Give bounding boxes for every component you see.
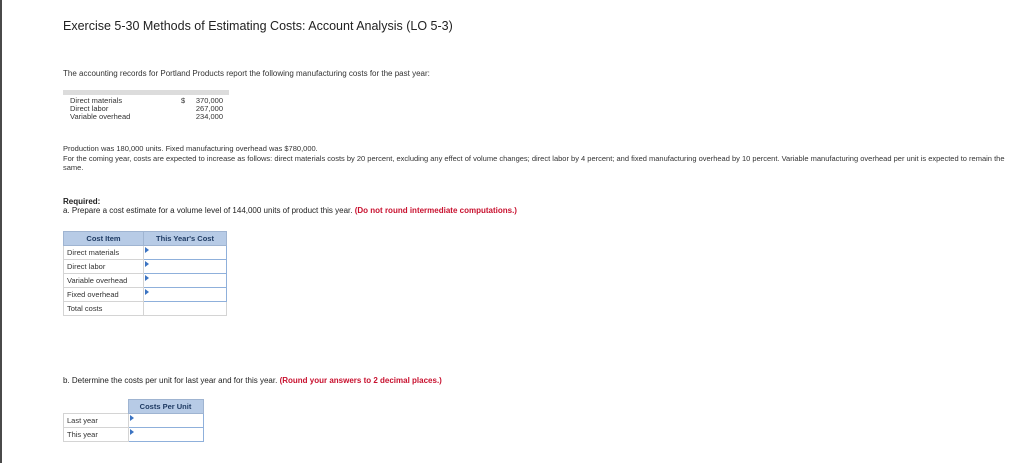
given-costs-table (63, 90, 229, 121)
part-b-note: (Round your answers to 2 decimal places.) (279, 376, 442, 385)
given-value: 234,000 (195, 112, 223, 121)
given-label: Variable overhead (70, 112, 131, 121)
part-a-instructions (63, 206, 517, 215)
currency-symbol: $ (181, 96, 186, 105)
row-label: Fixed overhead (64, 288, 144, 302)
part-a-note: (Do not round intermediate computations.) (354, 206, 517, 215)
input-flag-icon (145, 247, 149, 253)
table-row (64, 302, 227, 316)
given-value: 370,000 (195, 96, 223, 105)
table-row (64, 260, 227, 274)
input-flag-icon (145, 289, 149, 295)
given-row-variable-overhead (63, 113, 229, 121)
window-edge (0, 0, 2, 463)
part-b-instructions (63, 376, 442, 385)
input-flag-icon (145, 275, 149, 281)
direct-materials-cost-input[interactable] (144, 246, 227, 260)
row-label: Total costs (64, 302, 144, 316)
given-value: 267,000 (195, 104, 223, 113)
input-flag-icon (130, 415, 134, 421)
input-flag-icon (145, 261, 149, 267)
part-a-text: a. Prepare a cost estimate for a volume level of 144,000 units of product this year. (63, 206, 353, 215)
table-row (64, 428, 204, 442)
part-b-text: b. Determine the costs per unit for last year and for this year. (63, 376, 278, 385)
given-row-direct-materials (63, 97, 229, 105)
table-row (64, 414, 204, 428)
row-label: Direct materials (64, 246, 144, 260)
table-row (64, 274, 227, 288)
given-label: Direct labor (70, 104, 109, 113)
total-costs-value (144, 302, 227, 316)
given-label: Direct materials (70, 96, 123, 105)
col-header-this-years-cost: This Year's Cost (144, 232, 227, 246)
direct-labor-cost-input[interactable] (144, 260, 227, 274)
cost-per-unit-table (63, 399, 204, 442)
row-label: Last year (64, 414, 129, 428)
blank-header (64, 400, 129, 414)
last-year-cost-per-unit-input[interactable] (128, 414, 203, 428)
row-label: Variable overhead (64, 274, 144, 288)
required-heading: Required: (63, 197, 101, 206)
cost-estimate-table (63, 231, 227, 316)
row-label: This year (64, 428, 129, 442)
table-row (64, 246, 227, 260)
coming-year-text: For the coming year, costs are expected to increase as follows: direct materials costs by 20 percent, excluding any effect of volume changes; direct labor by 4 percent; and fixed manufacturing overhead by 10 percent. Variable manufacturing overhead per unit is expected to remain the same. (63, 154, 1005, 172)
fixed-overhead-cost-input[interactable] (144, 288, 227, 302)
production-text: Production was 180,000 units. Fixed manufacturing overhead was $780,000. (63, 144, 318, 153)
input-flag-icon (130, 429, 134, 435)
row-label: Direct labor (64, 260, 144, 274)
exercise-title: Exercise 5-30 Methods of Estimating Costs: Account Analysis (LO 5-3) (63, 19, 453, 33)
variable-overhead-cost-input[interactable] (144, 274, 227, 288)
table-row (64, 288, 227, 302)
intro-text: The accounting records for Portland Products report the following manufacturing costs for the past year: (63, 69, 430, 78)
col-header-cost-item: Cost Item (64, 232, 144, 246)
this-year-cost-per-unit-input[interactable] (128, 428, 203, 442)
col-header-costs-per-unit: Costs Per Unit (128, 400, 203, 414)
